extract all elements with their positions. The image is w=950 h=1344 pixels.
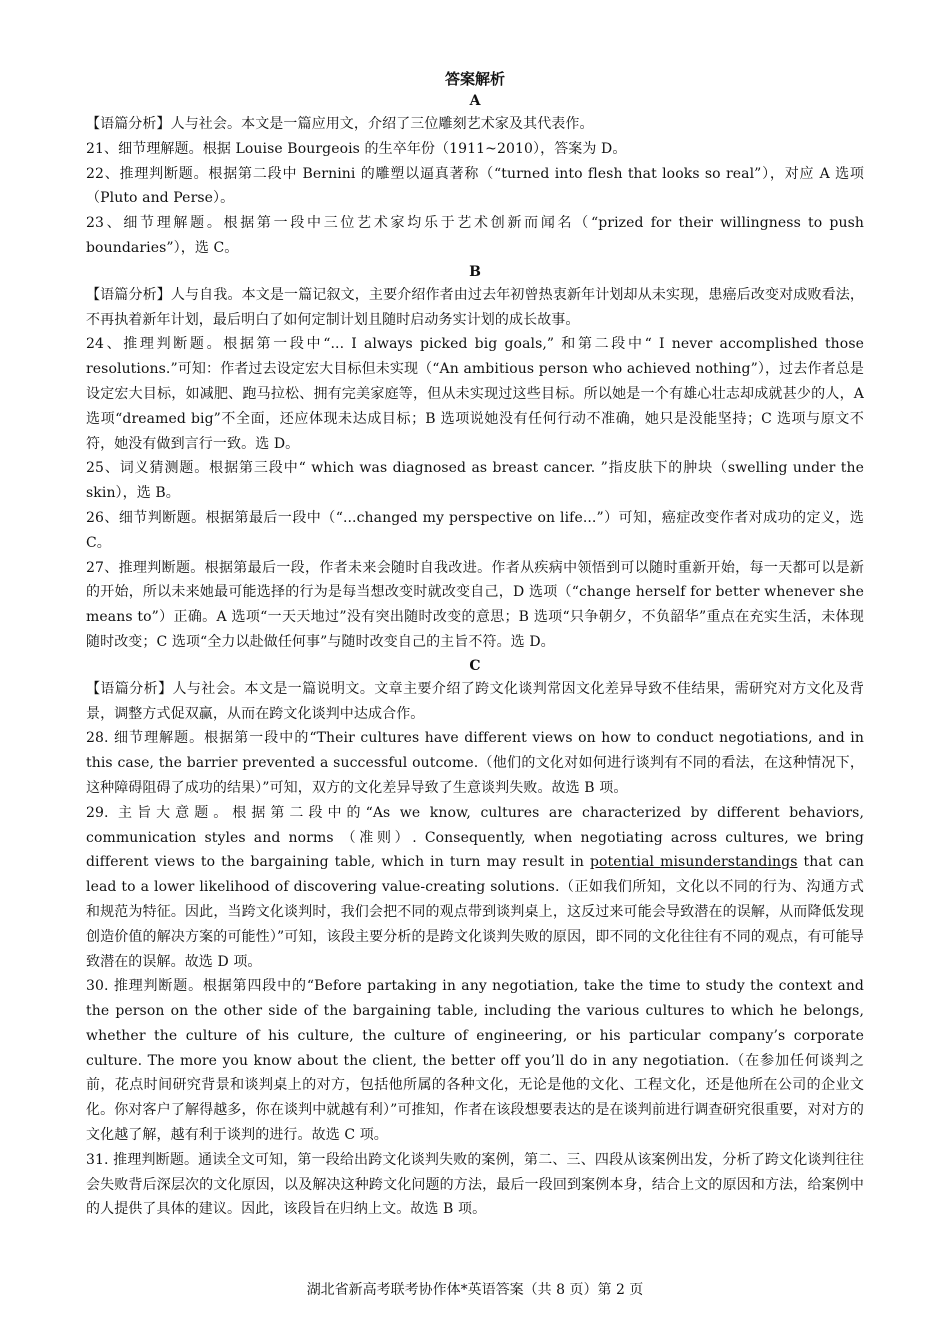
answer-22: 22、推理判断题。根据第二段中 Bernini 的雕塑以逼真著称（“turned into flesh that looks so real”），对应 A 选项（Pluto and Perse）。 — [86, 165, 864, 207]
answer-content — [86, 68, 864, 1222]
answer-31: 31. 推理判断题。通读全文可知，第一段给出跨文化谈判失败的案例，第二、三、四段从该案例出发，分析了跨文化谈判往往会失败背后深层次的文化原因，以及解决这种跨文化问题的方法，最后一段回到案例本身，结合上文的原因和方法，给案例中的人提供了具体的建议。因此，该段旨在归纳上文。故选 B 项。 — [86, 1151, 864, 1218]
answer-29-tail: that can lead to a lower likelihood of discovering value-creating solutions.（正如我们所知，文化以不同的行为、沟通方式和规范为特征。因此，当跨文化谈判时，我们会把不同的观点带到谈判桌上，这反过来可能会导致潜在的误解，从而降低发现创造价值的解决方案的可能性）”可知，该段主要分析的是跨文化谈判失败的原因，即不同的文化往往有不同的观点，有可能导致潜在的误解。故选 D 项。 — [86, 854, 864, 970]
answer-29 — [86, 801, 864, 975]
page-footer: 湖北省新高考联考协作体*英语答案（共 8 页）第 2 页 — [306, 1282, 644, 1298]
section-c-analysis: 【语篇分析】人与社会。本文是一篇说明文。文章主要介绍了跨文化谈判常因文化差异导致不佳结果，需研究对方文化及背景，调整方式促双赢，从而在跨文化谈判中达成合作。 — [86, 680, 864, 722]
section-heading-c: C — [469, 657, 481, 674]
answer-28: 28. 细节理解题。根据第一段中的“Their cultures have different views on how to conduct negotiations, and in this case, the barrier prevented a successful outcome.（他们的文化对如何进行谈判有不同的看法，在这种情况下，这种障碍阻碍了成功的结果）”可知，双方的文化差异导致了生意谈判失败。故选 B 项。 — [86, 730, 864, 796]
answer-25: 25、词义猜测题。根据第三段中“ which was diagnosed as breast cancer. ”指皮肤下的肿块（swelling under the skin），选 B。 — [86, 460, 864, 502]
section-b-analysis: 【语篇分析】人与自我。本文是一篇记叙文，主要介绍作者由过去年初曾热衷新年计划却从未实现，患癌后改变对成败看法，不再执着新年计划，最后明白了如何定制计划且随时启动务实计划的成长故事。 — [86, 286, 864, 328]
answer-24: 24、推理判断题。根据第一段中“... I always picked big goals,” 和第二段中“ I never accomplished those resolutions.”可知：作者过去设定宏大目标但未实现（“An ambitious person who achieved nothing”），过去作者总是设定宏大目标，如减肥、跑马拉松、拥有完美家庭等，但从未实现过这些目标。所以她是一个有雄心壮志却成就甚少的人，A 选项“dreamed big”不全面，还应体现未达成目标；B 选项说她没有任何行动不准确，她只是没能坚持；C 选项与原文不符，她没有做到言行一致。选 D。 — [86, 336, 864, 452]
answer-23: 23、细节理解题。根据第一段中三位艺术家均乐于艺术创新而闻名（“prized for their willingness to push boundaries”），选 C。 — [86, 215, 864, 256]
page-title: 答案解析 — [444, 70, 505, 88]
answer-27: 27、推理判断题。根据第最后一段，作者未来会随时自我改进。作者从疾病中领悟到可以随时重新开始，每一天都可以是新的开始，所以未来她最可能选择的行为是每当想改变时就改变自己，D 选项（“change herself for better whenever she means to”）正确。A 选项“一天天地过”没有突出随时改变的意思；B 选项“只争朝夕，不负韶华”重点在充实生活，未体现随时改变；C 选项“全力以赴做任何事”与随时改变自己的主旨不符。选 D。 — [86, 559, 864, 650]
section-heading-b: B — [469, 263, 481, 280]
answer-21: 21、细节理解题。根据 Louise Bourgeois 的生卒年份（1911~2010），答案为 D。 — [86, 140, 627, 157]
answer-26: 26、细节判断题。根据第最后一段中（“...changed my perspective on life...”）可知，癌症改变作者对成功的定义，选 C。 — [86, 509, 864, 551]
underlined-phrase: potential misunderstandings — [589, 854, 798, 871]
section-a-analysis: 【语篇分析】人与社会。本文是一篇应用文，介绍了三位雕刻艺术家及其代表作。 — [86, 116, 594, 132]
answer-29-lead: 29. 主旨大意题。根据第二段中的“As we know, cultures are characterized by different behaviors, communication styles and norms （准则）. Consequently, when negotiating across cultures, we bring different views to the bargaining table, which in turn may result in — [86, 804, 864, 871]
answer-30: 30. 推理判断题。根据第四段中的“Before partaking in any negotiation, take the time to study the context and the person on the other side of the bargaining table, including the various cultures to which he belongs, whether the culture of his culture, the culture of engineering, or his particular company’s corporate culture. The more you know about the client, the better off you’ll do in any negotiation.（在参加任何谈判之前，花点时间研究背景和谈判桌上的对方，包括他所属的各种文化，无论是他的文化、工程文化，还是他所在公司的企业文化。你对客户了解得越多，你在谈判中就越有利）”可推知，作者在该段想要表达的是在谈判前进行调查研究很重要，对对方的文化越了解，越有利于谈判的进行。故选 C 项。 — [86, 978, 864, 1144]
section-heading-a: A — [469, 93, 481, 109]
